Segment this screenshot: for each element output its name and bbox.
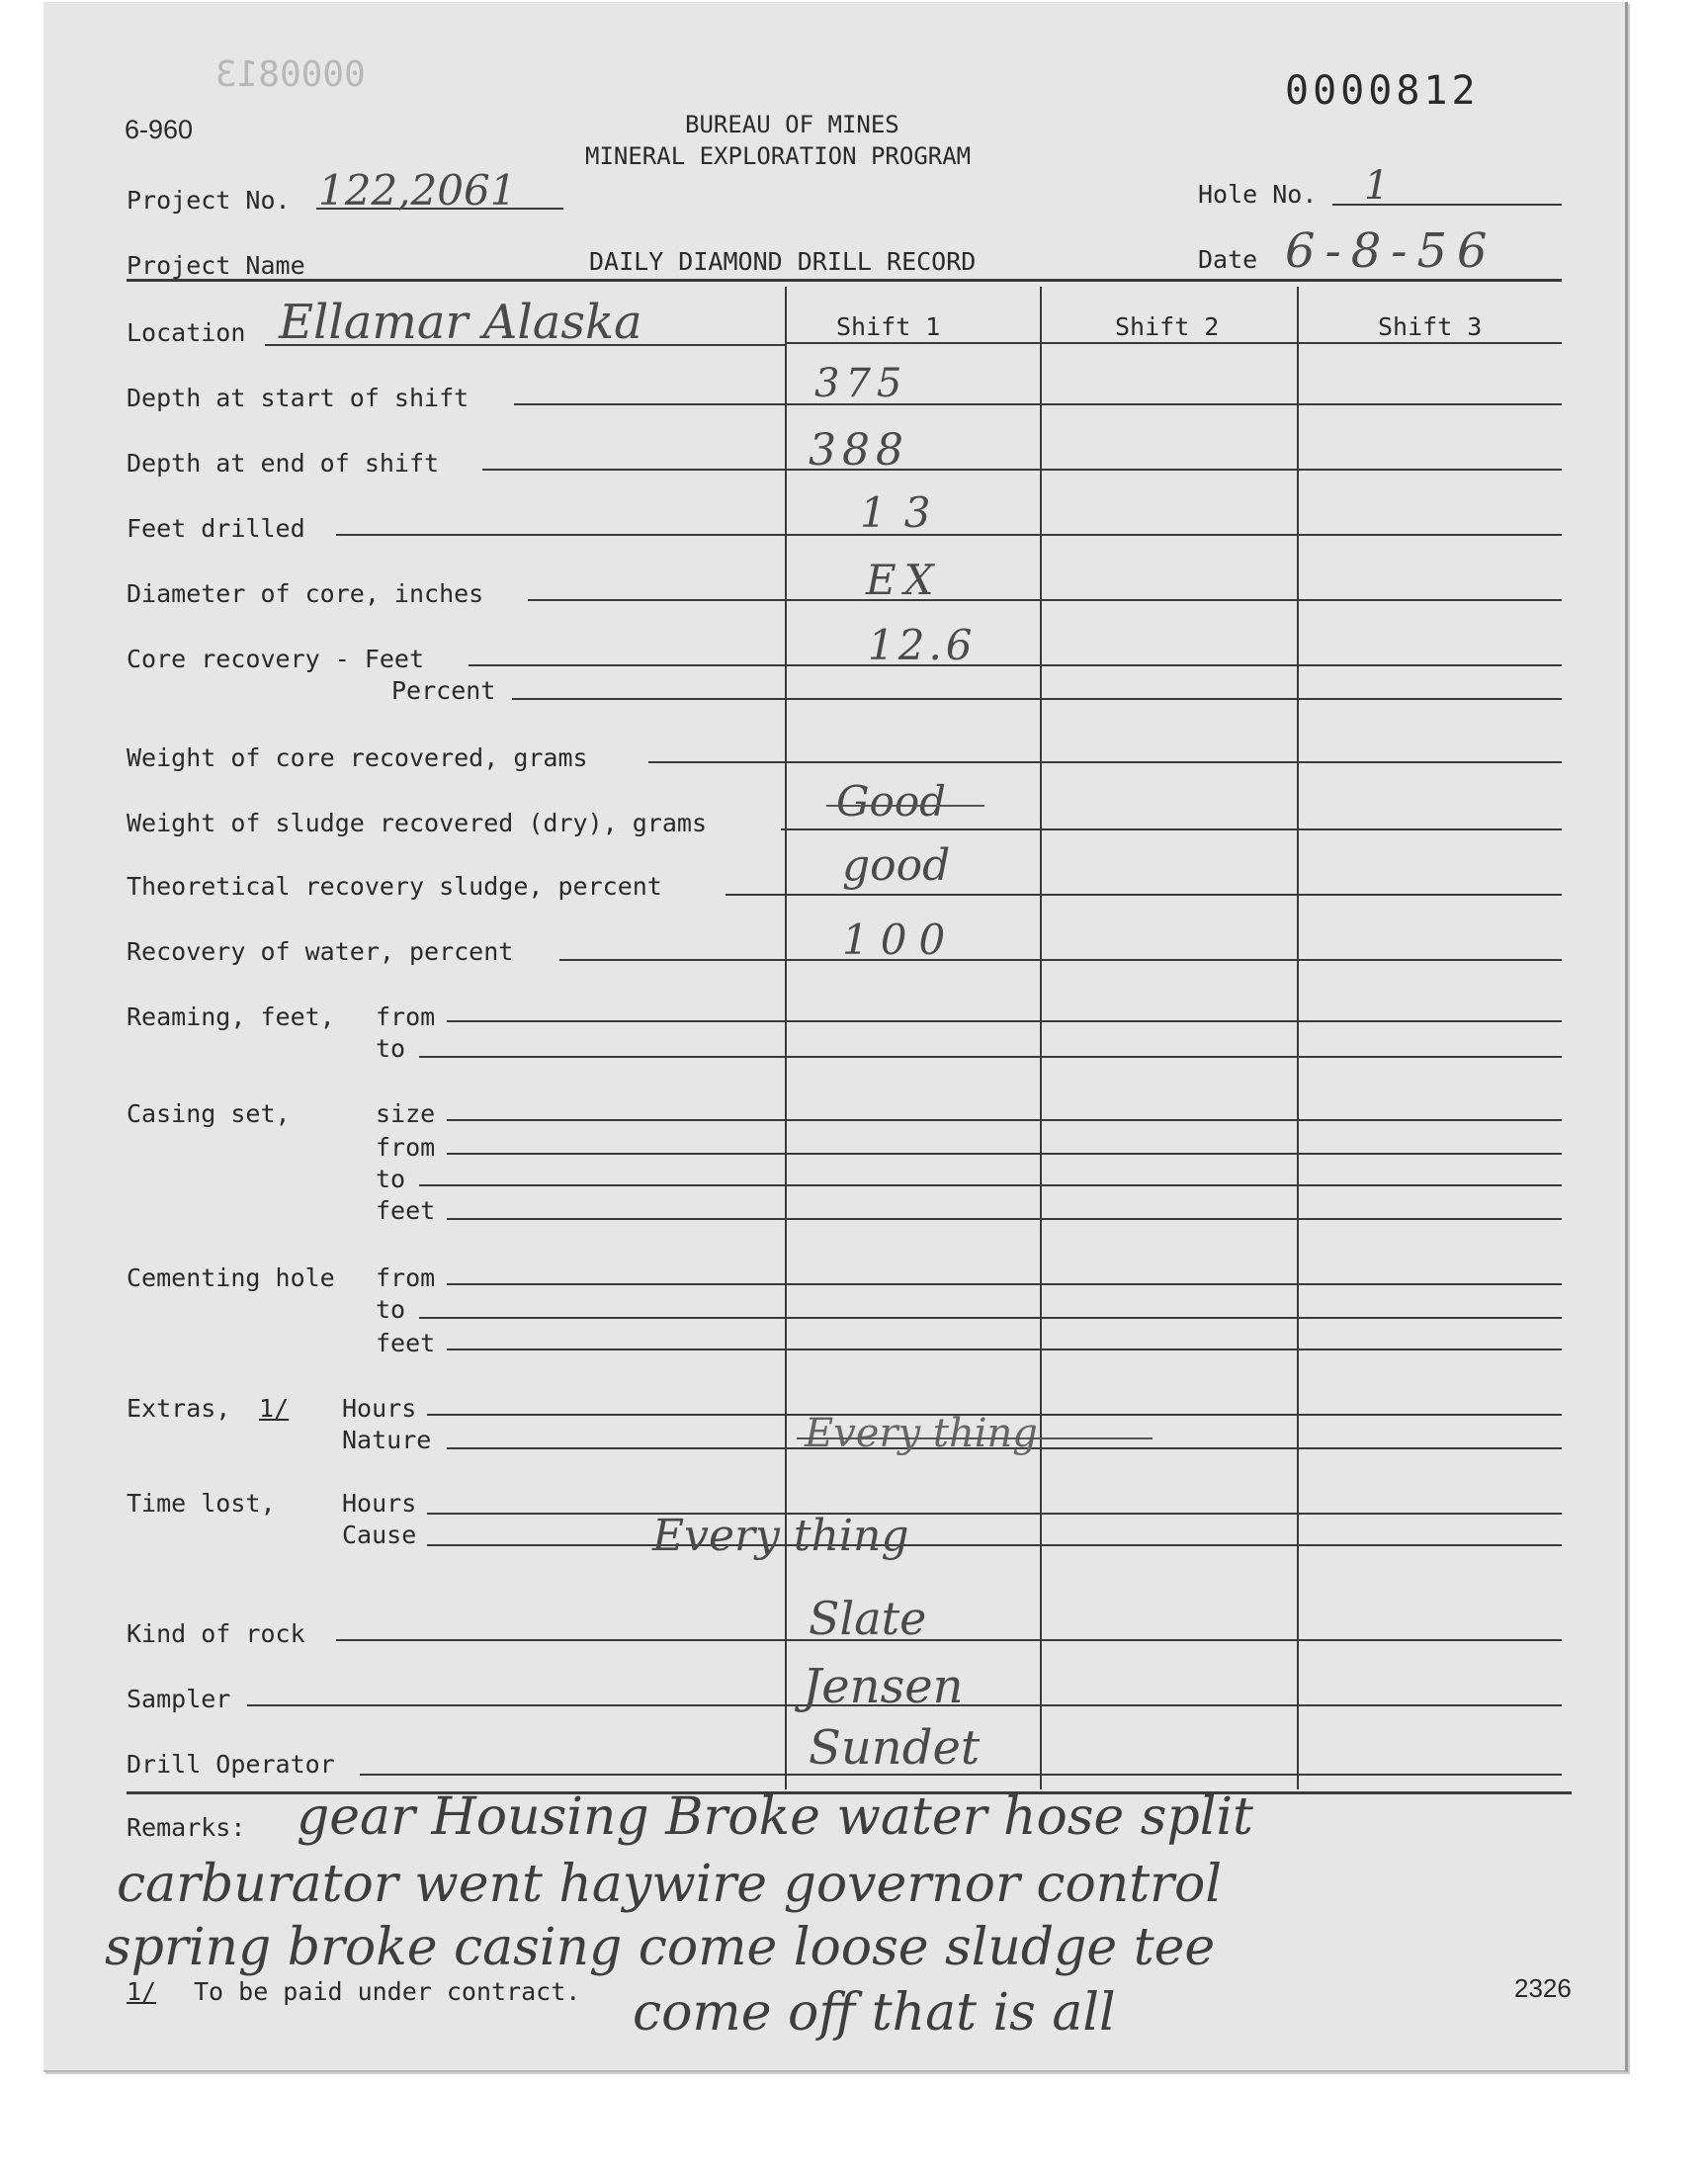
sludge-theoretical-label: Theoretical recovery sludge, percent [127, 872, 662, 901]
feet-drilled-line [336, 534, 1562, 536]
water-recovery-shift1: 100 [842, 915, 958, 964]
reaming-from-label: from [376, 1002, 436, 1031]
location-value: Ellamar Alaska [279, 295, 642, 350]
remarks-line-3: spring broke casing come loose sludge tee [105, 1918, 1216, 1977]
footnote-ref: 1/ [127, 1977, 157, 2006]
cementing-to-label: to [376, 1295, 406, 1324]
feet-drilled-shift1: 13 [860, 488, 949, 537]
project-no-value: 122,2061 [318, 166, 517, 215]
time-lost-hours-label: Hours [342, 1489, 417, 1518]
sampler-shift1: Jensen [803, 1659, 964, 1714]
depth-start-shift1: 375 [814, 361, 908, 406]
diameter-shift1: EX [866, 556, 942, 604]
remarks-line-4: come off that is all [633, 1983, 1116, 2043]
cementing-label: Cementing hole [127, 1263, 335, 1292]
shift-3-header: Shift 3 [1378, 312, 1483, 341]
time-lost-hours-line [427, 1513, 1562, 1515]
kind-of-rock-shift1: Slate [809, 1592, 927, 1645]
casing-label: Casing set, [127, 1099, 291, 1128]
shift-1-header: Shift 1 [836, 312, 941, 341]
sludge-weight-line [781, 828, 1562, 830]
reaming-from-line [447, 1020, 1562, 1022]
time-lost-cause-shift1: Every thing [652, 1511, 909, 1561]
form-number: 6-960 [125, 115, 194, 144]
feet-drilled-label: Feet drilled [127, 514, 305, 543]
date-value: 6-8-56 [1285, 223, 1497, 279]
core-percent-line [512, 698, 1562, 700]
sampler-label: Sampler [127, 1685, 231, 1713]
project-no-label: Project No. [127, 186, 291, 215]
core-recovery-label: Core recovery - Feet [127, 645, 425, 673]
cementing-to-line [419, 1317, 1562, 1319]
page-code: 2326 [1514, 1973, 1572, 2003]
casing-feet-label: feet [376, 1196, 436, 1225]
drill-operator-shift1: Sundet [809, 1720, 981, 1776]
casing-size-line [447, 1119, 1562, 1121]
program-title: MINERAL EXPLORATION PROGRAM [585, 142, 972, 170]
sludge-weight-strike [826, 805, 984, 807]
remarks-line-2: carburator went haywire governor control [117, 1855, 1222, 1914]
shift-header-rule [785, 342, 1562, 344]
extras-nature-label: Nature [342, 1426, 432, 1454]
reaming-to-label: to [376, 1034, 406, 1063]
col-divider-1 [785, 287, 787, 1789]
time-lost-cause-label: Cause [342, 1521, 417, 1549]
diameter-label: Diameter of core, inches [127, 579, 484, 608]
sludge-weight-label: Weight of sludge recovered (dry), grams [127, 809, 707, 837]
shift-2-header: Shift 2 [1115, 312, 1220, 341]
cementing-from-line [447, 1283, 1562, 1285]
extras-nature-shift1: Every thing [805, 1411, 1038, 1456]
sludge-weight-shift1: Good [836, 777, 947, 826]
depth-end-label: Depth at end of shift [127, 449, 440, 478]
core-weight-line [648, 761, 1562, 763]
casing-size-label: size [376, 1099, 436, 1128]
casing-feet-line [447, 1218, 1562, 1220]
date-label: Date [1198, 245, 1258, 274]
remarks-line-1: gear Housing Broke water hose split [297, 1787, 1253, 1847]
time-lost-label: Time lost, [127, 1489, 276, 1518]
extras-hours-label: Hours [342, 1394, 417, 1423]
location-label: Location [127, 318, 246, 347]
project-name-label: Project Name [127, 251, 305, 280]
extras-nature-strike [797, 1437, 1153, 1439]
core-recovery-line [469, 664, 1562, 666]
sludge-theoretical-line [726, 894, 1562, 896]
agency-title: BUREAU OF MINES [685, 111, 899, 138]
time-lost-cause-line [427, 1544, 1562, 1546]
diameter-line [528, 599, 1562, 601]
casing-to-line [419, 1184, 1562, 1186]
form-title: DAILY DIAMOND DRILL RECORD [589, 247, 977, 276]
hole-no-label: Hole No. [1198, 180, 1318, 209]
reaming-label: Reaming, feet, [127, 1002, 335, 1031]
footnote-text: To be paid under contract. [194, 1977, 581, 2006]
kind-of-rock-line [336, 1639, 1562, 1641]
drill-operator-label: Drill Operator [127, 1750, 335, 1779]
casing-from-label: from [376, 1133, 436, 1162]
document-number: 0000812 [1285, 68, 1480, 114]
depth-start-line [514, 403, 1562, 405]
cementing-from-label: from [376, 1263, 436, 1292]
extras-footnote-ref: 1/ [259, 1394, 290, 1423]
depth-end-line [482, 469, 1562, 471]
reaming-to-line [419, 1056, 1562, 1058]
sludge-theoretical-shift1: good [842, 840, 951, 891]
casing-to-label: to [376, 1165, 406, 1193]
water-recovery-line [559, 959, 1562, 961]
casing-from-line [447, 1153, 1562, 1155]
extras-label: Extras, [127, 1394, 231, 1423]
core-recovery-shift1: 12.6 [868, 621, 977, 669]
depth-end-shift1: 388 [809, 425, 909, 476]
cementing-feet-label: feet [376, 1329, 436, 1357]
remarks-label: Remarks: [127, 1813, 246, 1842]
core-percent-label: Percent [391, 676, 496, 705]
core-weight-label: Weight of core recovered, grams [127, 743, 588, 772]
depth-start-label: Depth at start of shift [127, 384, 470, 412]
col-divider-2 [1040, 287, 1042, 1789]
header-rule [127, 279, 1562, 282]
col-divider-3 [1297, 287, 1299, 1789]
cementing-feet-line [447, 1348, 1562, 1350]
hole-no-value: 1 [1364, 163, 1390, 209]
kind-of-rock-label: Kind of rock [127, 1619, 305, 1648]
bleed-number: 0000813 [215, 54, 366, 95]
water-recovery-label: Recovery of water, percent [127, 937, 514, 966]
